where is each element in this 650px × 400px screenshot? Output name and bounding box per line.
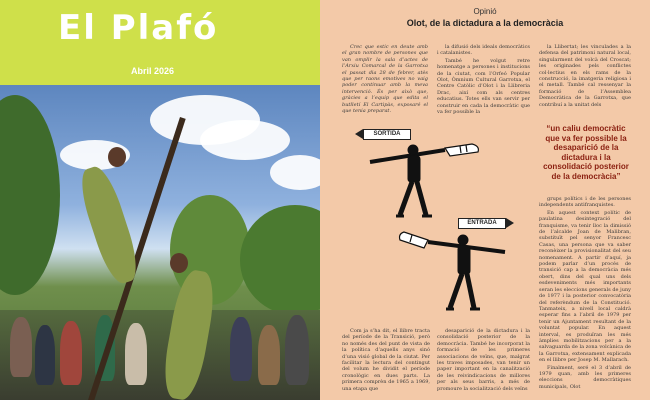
issue-date: Abril 2026 <box>130 66 174 76</box>
article-page <box>320 0 650 400</box>
cover-photo <box>0 85 320 400</box>
silhouette-illustration <box>360 140 535 320</box>
section-label: Opinió <box>473 7 497 16</box>
intro-paragraph: Crec que estic en deute amb el gran nombre de persones que van omplir la sala d’actes de l’Arxiu Comarcal de la Garrotxa el passat dia 28 de febrer, atès que per raons emotives no vaig poder continuar amb la meva intervenció. És per això que, gràcies a l’equip que edita el butlletí El Cartipàs, exposaré el que tenia preparat. <box>342 44 428 115</box>
exit-sign: SORTIDA <box>363 129 411 140</box>
body-paragraph: També he volgut retre homenatge a persones i institucions de la ciutat, com l’Orfeó Popular Olot, Òmnium Cultural Garrotxa, el Centre Catòlic d’Olot i la Llibreria Drac, així com als centres educatius. Totes ells van servir per construir en cada la democràtic que va fer possible la <box>437 57 530 116</box>
article-headline: Olot, de la dictadura a la democràcia <box>406 18 564 28</box>
hand-icon <box>400 232 429 248</box>
body-paragraph: la difusió dels ideals democràtics i catalanistes. <box>437 44 530 57</box>
entering-figure-icon <box>428 235 505 309</box>
article-column-bottom-2 <box>437 328 530 400</box>
body-paragraph: Com ja s’ha dit, el llibre tracta del període de la Transició, però no només des del punt de vista de la política d’aquells anys sinó d’una visió global de la ciutat. Per facilitar la lectura del contingut del volum he dividit el període cronològic en dues parts. La primera comprèn de 1965 a 1969, una etapa que <box>342 328 430 392</box>
article-intro <box>342 44 428 122</box>
article-column-bottom-1 <box>342 328 430 400</box>
body-paragraph: desaparició de la dictadura i la consolidació posterior de la democràcia. També he incorporat la formació de les primeres associacions de veïns, que, malgrat les traves imposades, van tenir un paper important en la canalització de les reivindicacions de millores per als seus barris, a més de promoure la socialització dels veïns <box>437 328 530 392</box>
body-paragraph: la Llibertat; les vinculades a la defensa del patrimoni natural local, singularment del volcà del Croscat; les originades pels conflictes col·lectius en els rams de la construcció, la imatgeria religiosa i el metall. També cal ressenyar la formació de l’Assemblea Democràtica de la Garrotxa, que contribuí a la unitat dels <box>539 44 631 108</box>
body-paragraph: En aquest context polític de paulatina desintegració del franquisme, va tenir lloc la dimissió de l’alcalde Joan de Malibran, substituït pel senyor Francesc Casas, una persona que va saber reconèixer la provisionalitat del seu nomenament. A partir d’aquí, ja podem parlar d’un procés de transició cap a la democràcia més obert, dins del qual uns dels esdeveniments més importants seran les eleccions generals de juny de 1977 i la posterior convocatòria del referèndum de la Constitució. Tanmateix, a nivell local caldrà esperar fins a l’abril de 1979 per tenir un Ajuntament resultant de la voluntat popular. En aquest interval, es produïran les més àmplies mobilitzacions per a la salvaguarda de la zona volcànica de la Garrotxa, extensament explicada en el llibre per Josep M. Mallarach. <box>539 209 631 364</box>
hand-icon <box>445 144 478 156</box>
body-paragraph: Finalment, seré el 3 d’abril de 1979 quan, amb les primeres eleccions democràtiques municipals, Olot <box>539 364 631 390</box>
cover-page <box>0 0 320 400</box>
article-column-4 <box>539 196 631 400</box>
exiting-figure-icon <box>370 145 445 216</box>
masthead <box>0 0 320 85</box>
pull-quote: “un caliu democràtic que va fer possible la desaparició de la dictadura i la consolidació posterior de la democràcia” <box>543 124 629 181</box>
magazine-logo: El Plafó <box>58 8 219 48</box>
article-column-3 <box>539 44 631 116</box>
article-column-2 <box>437 44 530 122</box>
entrance-sign: ENTRADA <box>458 218 506 229</box>
body-paragraph: grups polítics i de les persones independents antifranquistes. <box>539 196 631 209</box>
